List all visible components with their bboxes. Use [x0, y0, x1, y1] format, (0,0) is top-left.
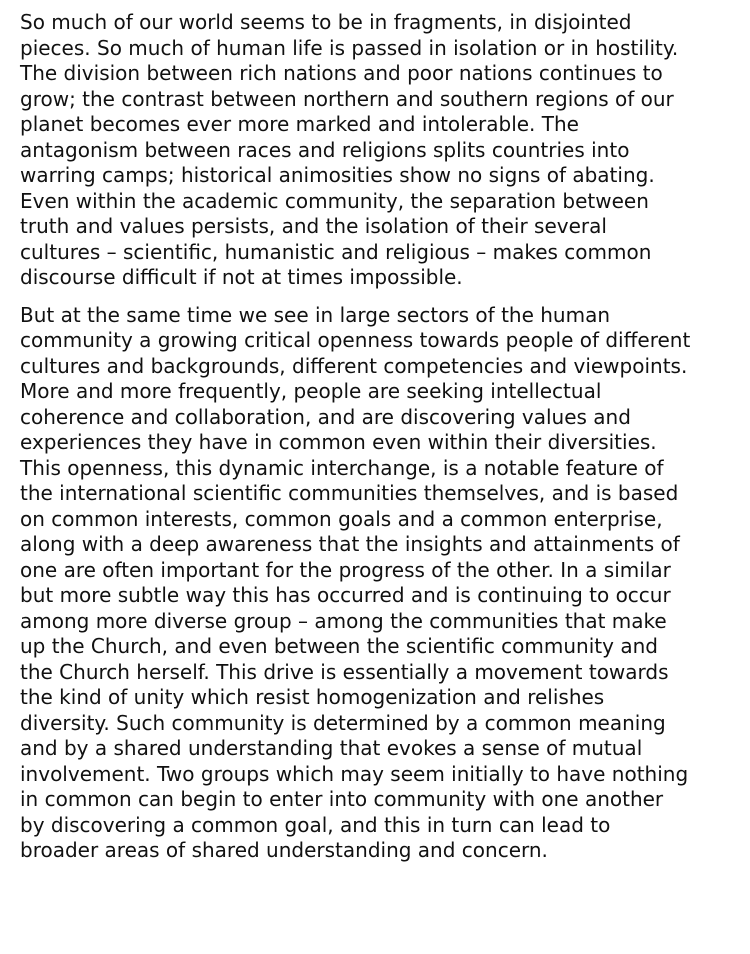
paragraph-fragmented-world: So much of our world seems to be in fragments, in disjointed pieces. So much of human life is passed in isolation or in hostility. The division between rich nations and poor nations continues to grow; the contrast between northern and southern regions of our planet becomes ever more marked and intolerable. The antagonism between races and religions splits countries into warring camps; historical animosities show no signs of abating. Even within the academic community, the separation between truth and values persists, and the isolation of their several cultures – scientific, humanistic and religious – makes common discourse difficult if not at times impossible. — [20, 10, 679, 289]
paragraph-growing-openness: But at the same time we see in large sectors of the human community a growing critical openness towards people of different cultures and backgrounds, different competencies and viewpoints. More and more frequently, people are seeking intellectual coherence and collaboration, and are discovering values and experiences they have in common even within their diversities. This openness, this dynamic interchange, is a notable feature of the international scientific communities themselves, and is based on common interests, common goals and a common enterprise, along with a deep awareness that the insights and attainments of one are often important for the progress of the other. In a similar but more subtle way this has occurred and is continuing to occur among more diverse group – among the communities that make up the Church, and even between the scientific community and the Church herself. This drive is essentially a movement towards the kind of unity which resist homogenization and relishes diversity. Such community is determined by a common meaning and by a shared understanding that evokes a sense of mutual involvement. Two groups which may seem initially to have nothing in common can begin to enter into community with one another by discovering a common goal, and this in turn can lead to broader areas of shared understanding and concern. — [20, 302, 691, 862]
